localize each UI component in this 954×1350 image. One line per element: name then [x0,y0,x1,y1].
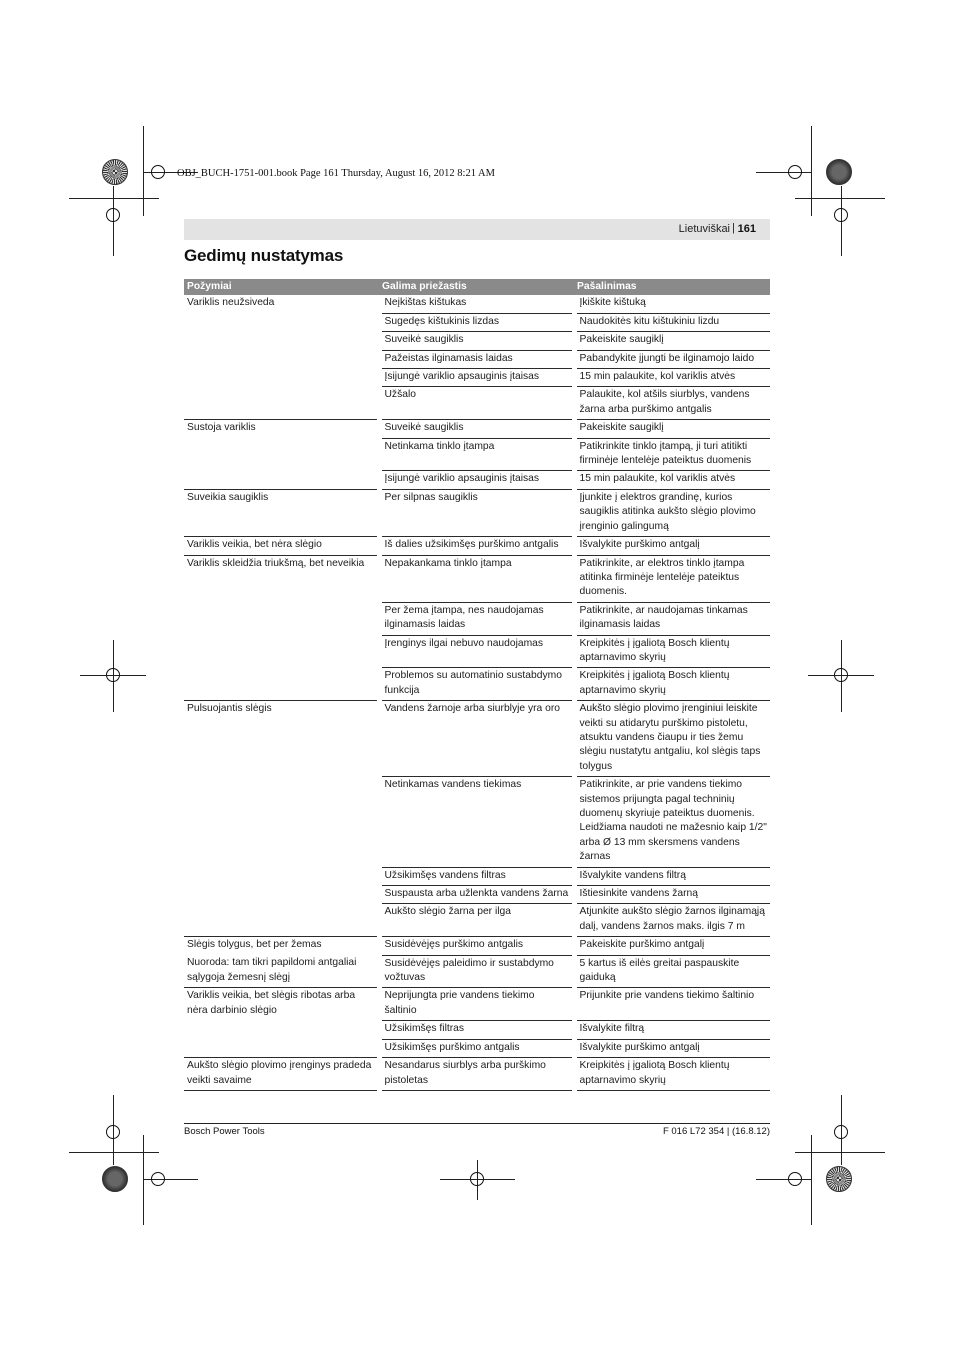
cell-symptom [184,668,379,701]
cell-remedy: Prijunkite prie vandens tiekimo šaltinio [574,988,770,1021]
cell-cause: Susidėvėjęs purškimo antgalis [379,937,574,955]
table-row [184,701,770,777]
cell-cause: Nesandarus siurblys arba purškimo pistoletas [379,1058,574,1091]
page-number: 161 [737,223,756,235]
table-header-row [184,279,770,295]
cell-remedy: Patikrinkite, ar prie vandens tiekimo sistemos prijungta pagal techninių duomenų skyriuje pateiktus duomenis. Leidžiama naudoti ne mažesnio kaip 1/2" arba Ø 13 mm skersmens vandens žarnas [574,777,770,867]
cell-cause: Per žema įtampa, nes naudojamas ilginamasis laidas [379,602,574,635]
cell-cause: Įrenginys ilgai nebuvo naudojamas [379,635,574,668]
header-language: Lietuviškai [678,223,730,235]
footer-doc-code: F 016 L72 354 | (16.8.12) [662,1126,770,1137]
registration-mark-icon [470,1172,484,1186]
crop-mark [795,198,885,199]
cell-symptom [184,777,379,867]
crop-mark [143,126,144,216]
table-row [184,438,770,471]
table-row [184,937,770,955]
cell-cause: Aukšto slėgio žarna per ilga [379,904,574,937]
cell-cause: Suveikė saugiklis [379,332,574,350]
cell-remedy: Pakeiskite purškimo antgalį [574,937,770,955]
cell-cause: Iš dalies užsikimšęs purškimo antgalis [379,537,574,555]
cell-cause: Problemos su automatinio sustabdymo funkcija [379,668,574,701]
table-row [184,471,770,489]
table-row [184,867,770,885]
cell-symptom [184,387,379,420]
footer-rule [184,1123,770,1124]
cell-symptom [184,1021,379,1039]
cell-symptom: Aukšto slėgio plovimo įrenginys pradeda veikti savaime [184,1058,379,1091]
cell-remedy: 15 min palaukite, kol variklis atvės [574,369,770,387]
cell-remedy: Pakeiskite saugiklį [574,420,770,438]
cell-remedy: Pabandykite įjungti be ilginamojo laido [574,350,770,368]
cell-symptom: Variklis veikia, bet slėgis ribotas arba nėra darbinio slėgio [184,988,379,1021]
cell-symptom: Variklis neužsiveda [184,295,379,313]
registration-mark-icon [106,1125,120,1139]
header-separator: | [732,222,735,234]
page-header [184,219,770,240]
table-row [184,1021,770,1039]
cell-remedy: Įjunkite į elektros grandinę, kurios saugiklis atitinka aukšto slėgio plovimo įrenginio galingumą [574,489,770,536]
table-row [184,635,770,668]
column-header-cause: Galima priežastis [379,279,574,295]
table-row [184,350,770,368]
cell-cause: Susidėvėjęs paleidimo ir sustabdymo vožtuvas [379,955,574,988]
cell-remedy: Patikrinkite tinklo įtampą, ji turi atitikti firminėje lentelėje pateiktus duomenis [574,438,770,471]
cell-symptom [184,471,379,489]
cell-remedy: Kreipkitės į įgaliotą Bosch klientų aptarnavimo skyrių [574,668,770,701]
page-title: Gedimų nustatymas [184,246,344,265]
cell-cause: Užsikimšęs purškimo antgalis [379,1039,574,1057]
crop-mark [811,126,812,216]
cell-symptom: Variklis skleidžia triukšmą, bet neveikia [184,555,379,602]
cell-cause: Nepakankama tinklo įtampa [379,555,574,602]
cell-symptom: Nuoroda: tam tikri papildomi antgaliai sąlygoja žemesnį slėgį [184,955,379,988]
cell-symptom [184,886,379,904]
cell-remedy: Palaukite, kol atšils siurblys, vandens žarna arba purškimo antgalis [574,387,770,420]
cell-cause: Per silpnas saugiklis [379,489,574,536]
cell-remedy: Išvalykite purškimo antgalį [574,537,770,555]
cell-remedy: Aukšto slėgio plovimo įrenginiui leiskite veikti su atidarytu purškimo pistoletu, atsuktu vandens čiaupu ir ties žemu slėgiu nustatytu antgaliu, kol slėgis taps tolygus [574,701,770,777]
color-dial-icon [826,159,852,185]
cell-symptom [184,369,379,387]
table-row [184,369,770,387]
crop-mark [756,1179,811,1180]
cell-remedy: Įkiškite kištuką [574,295,770,313]
table-row [184,1058,770,1091]
cell-remedy: Išvalykite purškimo antgalį [574,1039,770,1057]
table-row [184,886,770,904]
cell-cause: Įsijungė variklio apsauginis įtaisas [379,471,574,489]
registration-mark-icon [834,208,848,222]
cell-remedy: Kreipkitės į įgaliotą Bosch klientų aptarnavimo skyrių [574,635,770,668]
crop-mark [795,1152,885,1153]
table-row [184,313,770,331]
column-header-remedy: Pašalinimas [574,279,770,295]
cell-symptom [184,313,379,331]
table-row [184,489,770,536]
cell-symptom: Variklis veikia, bet nėra slėgio [184,537,379,555]
registration-mark-icon [106,668,120,682]
color-dial-icon [102,1166,128,1192]
cell-remedy: 5 kartus iš eilės greitai paspauskite gaiduką [574,955,770,988]
cell-cause: Suspausta arba užlenkta vandens žarna [379,886,574,904]
cell-cause: Netinkama tinklo įtampa [379,438,574,471]
table-row [184,332,770,350]
column-header-symptoms: Požymiai [184,279,379,295]
cell-symptom: Sustoja variklis [184,420,379,438]
cell-remedy: Patikrinkite, ar naudojamas tinkamas ilginamasis laidas [574,602,770,635]
registration-mark-icon [151,165,165,179]
table-row [184,955,770,988]
table-row [184,602,770,635]
crop-mark [756,172,811,173]
table-row [184,537,770,555]
cell-cause: Neprijungta prie vandens tiekimo šaltinio [379,988,574,1021]
cell-remedy: Išvalykite vandens filtrą [574,867,770,885]
cell-remedy: Naudokitės kitu kištukiniu lizdu [574,313,770,331]
color-dial-icon [102,159,128,185]
cell-cause: Vandens žarnoje arba siurblyje yra oro [379,701,574,777]
table-row [184,988,770,1021]
cell-remedy: Išvalykite filtrą [574,1021,770,1039]
registration-mark-icon [834,1125,848,1139]
crop-mark [143,1135,144,1225]
cell-cause: Pažeistas ilginamasis laidas [379,350,574,368]
cell-cause: Netinkamas vandens tiekimas [379,777,574,867]
registration-mark-icon [788,165,802,179]
registration-mark-icon [151,1172,165,1186]
cell-cause: Suveikė saugiklis [379,420,574,438]
table-row [184,387,770,420]
troubleshooting-table [184,279,770,1091]
registration-mark-icon [834,668,848,682]
cell-remedy: Ištiesinkite vandens žarną [574,886,770,904]
table-row [184,904,770,937]
cell-remedy: Atjunkite aukšto slėgio žarnos ilginamąją dalį, vandens žarnos maks. ilgis 7 m [574,904,770,937]
cell-remedy: Pakeiskite saugiklį [574,332,770,350]
cell-cause: Sugedęs kištukinis lizdas [379,313,574,331]
cell-cause: Neįkištas kištukas [379,295,574,313]
cell-symptom [184,1039,379,1057]
crop-mark [69,1152,159,1153]
cell-cause: Įsijungė variklio apsauginis įtaisas [379,369,574,387]
registration-mark-icon [788,1172,802,1186]
registration-mark-icon [106,208,120,222]
book-info-line: OBJ_BUCH-1751-001.book Page 161 Thursday, August 16, 2012 8:21 AM [177,168,495,179]
table-row [184,668,770,701]
crop-mark [811,1135,812,1225]
cell-symptom [184,332,379,350]
cell-symptom: Suveikia saugiklis [184,489,379,536]
color-dial-icon [826,1166,852,1192]
cell-remedy: Patikrinkite, ar elektros tinklo įtampa atitinka firminėje lentelėje pateiktus duomenis. [574,555,770,602]
cell-cause: Užšalo [379,387,574,420]
cell-symptom: Slėgis tolygus, bet per žemas [184,937,379,955]
table-row [184,777,770,867]
crop-mark [69,198,159,199]
cell-cause: Užsikimšęs filtras [379,1021,574,1039]
cell-cause: Užsikimšęs vandens filtras [379,867,574,885]
cell-symptom [184,904,379,937]
cell-symptom [184,635,379,668]
cell-symptom [184,867,379,885]
table-row [184,1039,770,1057]
cell-symptom: Pulsuojantis slėgis [184,701,379,777]
cell-symptom [184,602,379,635]
cell-remedy: Kreipkitės į įgaliotą Bosch klientų aptarnavimo skyrių [574,1058,770,1091]
table-row [184,295,770,313]
table-row [184,420,770,438]
cell-symptom [184,438,379,471]
cell-remedy: 15 min palaukite, kol variklis atvės [574,471,770,489]
table-row [184,555,770,602]
footer-publisher: Bosch Power Tools [184,1126,265,1137]
cell-symptom [184,350,379,368]
